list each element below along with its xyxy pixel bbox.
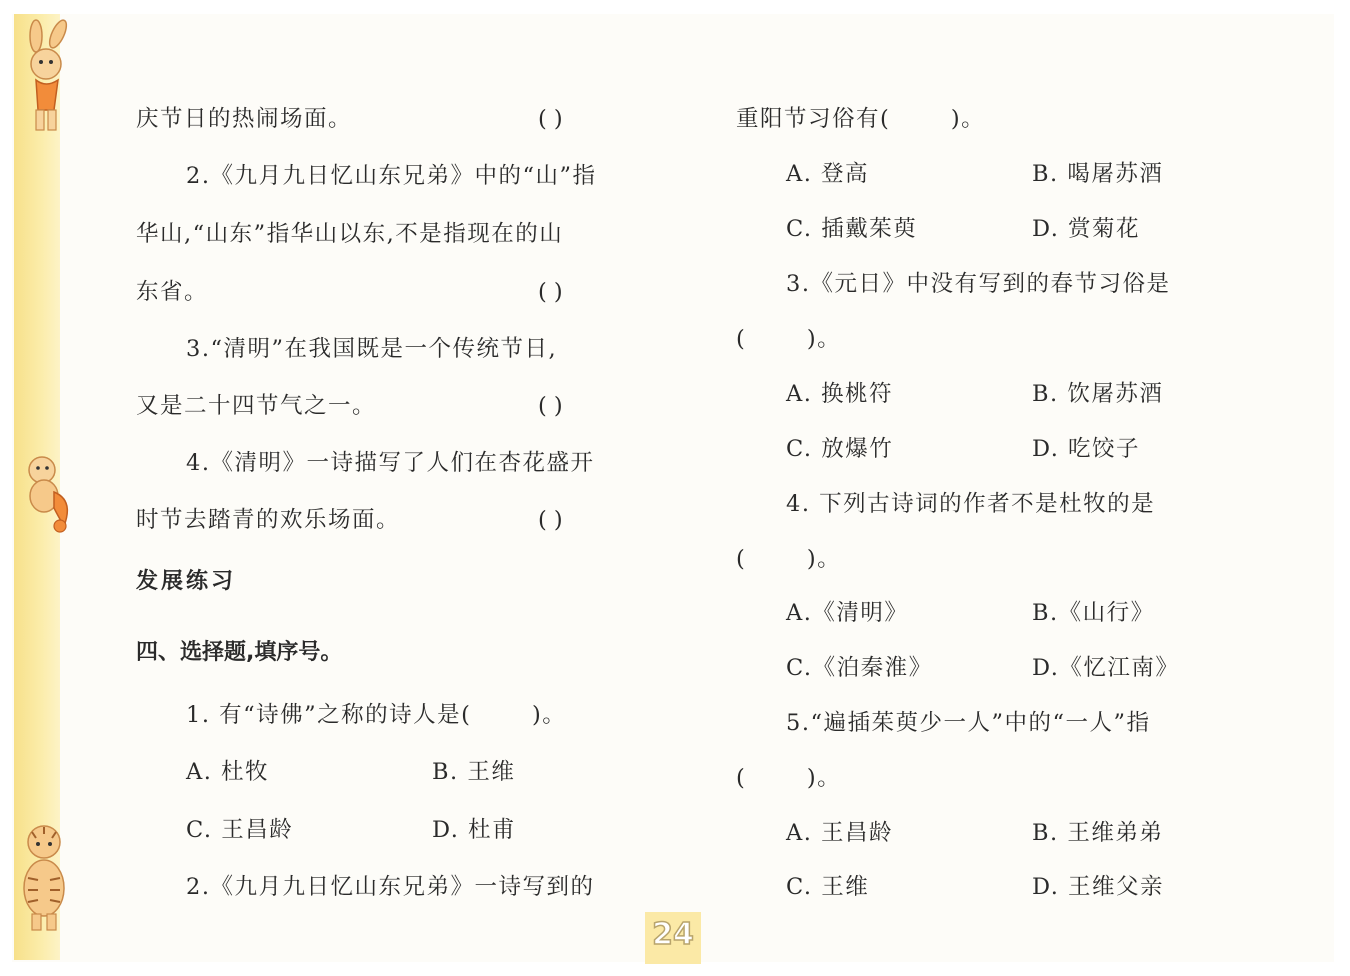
choice-q5-text: 5.“遍插茱萸少一人”中的“一人”指 [786, 710, 1151, 736]
choice-q3-option-a[interactable]: A. 换桃符 [786, 381, 894, 407]
choice-q5-option-c[interactable]: C. 王维 [786, 874, 870, 900]
page-number: 24 [652, 917, 694, 952]
choice-q2-option-d[interactable]: D. 赏菊花 [1032, 216, 1141, 242]
choice-q1-option-b[interactable]: B. 王维 [432, 759, 516, 785]
answer-blank[interactable]: ( ) [538, 279, 563, 305]
choice-q4-option-b[interactable]: B.《山行》 [1032, 600, 1155, 626]
choice-q4-blank[interactable]: ( )。 [736, 546, 842, 572]
development-practice-heading: 发展练习 [136, 569, 237, 594]
judgement-line-1: 庆节日的热闹场面。 [136, 106, 353, 132]
choice-q3-text: 3.《元日》中没有写到的春节习俗是 [786, 271, 1171, 297]
choice-q1-text: 1. 有“诗佛”之称的诗人是( )。 [186, 702, 567, 728]
judgement-q2-line-1: 2.《九月九日忆山东兄弟》中的“山”指 [186, 163, 597, 189]
judgement-q3-line-2: 又是二十四节气之一。 [136, 393, 377, 419]
choice-q2-option-c[interactable]: C. 插戴茱萸 [786, 216, 918, 242]
judgement-q4-line-1: 4.《清明》一诗描写了人们在杏花盛开 [186, 450, 595, 476]
choice-q5-blank[interactable]: ( )。 [736, 765, 842, 791]
choice-q3-option-d[interactable]: D. 吃饺子 [1032, 436, 1141, 462]
choice-q2-option-b[interactable]: B. 喝屠苏酒 [1032, 161, 1164, 187]
rabbit-illustration [14, 18, 80, 136]
answer-blank[interactable]: ( ) [538, 106, 563, 132]
tiger-illustration [14, 818, 74, 936]
choice-q1-option-a[interactable]: A. 杜牧 [186, 759, 270, 785]
choice-q1-option-c[interactable]: C. 王昌龄 [186, 817, 294, 843]
judgement-q2-line-2: 华山,“山东”指华山以东,不是指现在的山 [136, 221, 564, 247]
choice-q2-option-a[interactable]: A. 登高 [786, 161, 870, 187]
judgement-q4-line-2: 时节去踏青的欢乐场面。 [136, 507, 401, 533]
squirrel-illustration [14, 452, 76, 534]
choice-q5-option-a[interactable]: A. 王昌龄 [786, 820, 894, 846]
answer-blank[interactable]: ( ) [538, 507, 563, 533]
answer-blank[interactable]: ( ) [538, 393, 563, 419]
choice-q4-option-c[interactable]: C.《泊秦淮》 [786, 655, 933, 681]
choice-q5-option-b[interactable]: B. 王维弟弟 [1032, 820, 1164, 846]
choice-q4-option-d[interactable]: D.《忆江南》 [1032, 655, 1180, 681]
choice-q2-text: 2.《九月九日忆山东兄弟》一诗写到的 [186, 874, 595, 900]
choice-q3-option-b[interactable]: B. 饮屠苏酒 [1032, 381, 1164, 407]
choice-q2-text-cont: 重阳节习俗有( )。 [736, 106, 986, 132]
choice-q3-option-c[interactable]: C. 放爆竹 [786, 436, 894, 462]
judgement-q3-line-1: 3.“清明”在我国既是一个传统节日, [186, 336, 558, 362]
choice-q1-option-d[interactable]: D. 杜甫 [432, 817, 517, 843]
section-four-heading: 四、选择题,填序号。 [136, 640, 343, 665]
choice-q4-text: 4. 下列古诗词的作者不是杜牧的是 [786, 491, 1156, 517]
choice-q3-blank[interactable]: ( )。 [736, 326, 842, 352]
choice-q5-option-d[interactable]: D. 王维父亲 [1032, 874, 1165, 900]
judgement-q2-line-3: 东省。 [136, 279, 209, 305]
choice-q4-option-a[interactable]: A.《清明》 [786, 600, 909, 626]
